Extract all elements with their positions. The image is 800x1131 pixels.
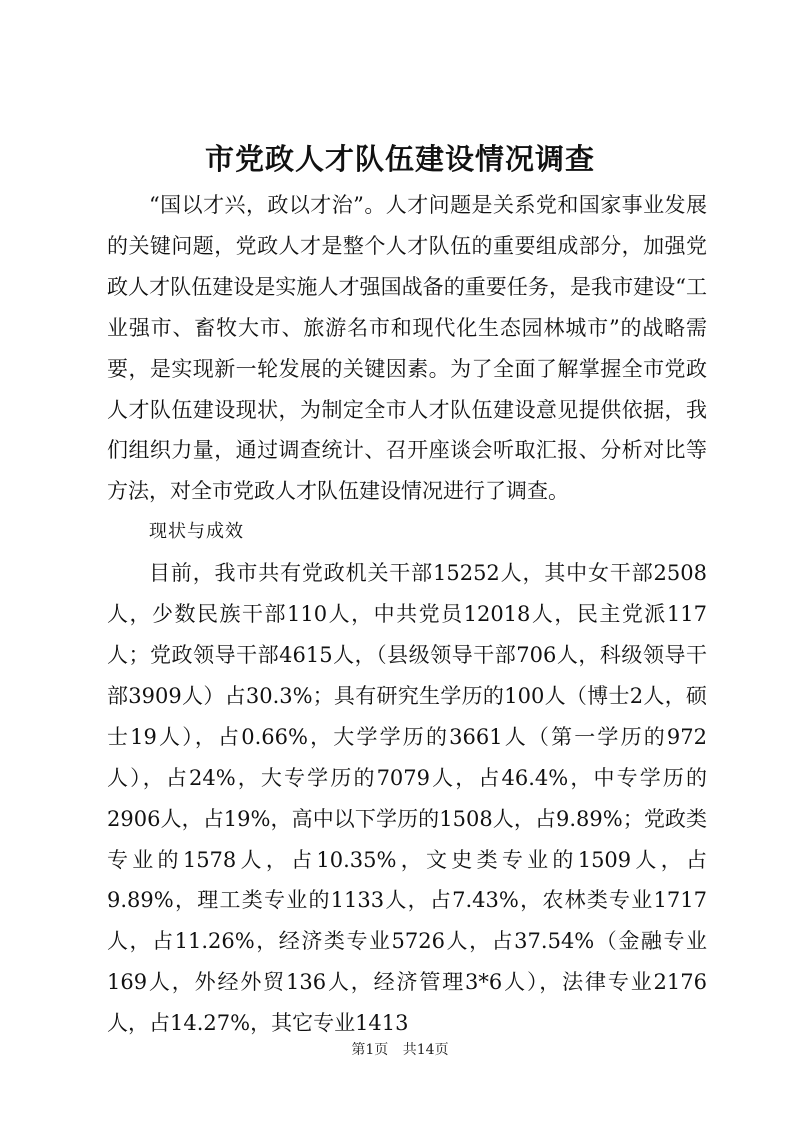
page-total: 共14页 [402,1042,449,1058]
document-body [107,185,707,1044]
page-footer [0,1040,800,1060]
page-number: 第1页 [351,1042,389,1058]
intro-paragraph: “国以才兴，政以才治”。人才问题是关系党和国家事业发展的关键问题，党政人才是整个人才队伍的重要组成部分，加强党政人才队伍建设是实施人才强国战备的重要任务，是我市建设“工业强市、畜牧大市、旅游名市和现代化生态园林城市”的战略需要，是实现新一轮发展的关键因素。为了全面了解掌握全市党政人才队伍建设现状，为制定全市人才队伍建设意见提供依据，我们组织力量，通过调查统计、召开座谈会听取汇报、分析对比等方法，对全市党政人才队伍建设情况进行了调查。 [107,193,707,504]
section-heading: 现状与成效 [149,521,244,543]
document-title: 市党政人才队伍建设情况调查 [204,142,595,176]
section-paragraph: 目前，我市共有党政机关干部15252人，其中女干部2508人，少数民族干部110人，中共党员12018人，民主党派117人；党政领导干部4615人，（县级领导干部706人，科级领导干部3909人）占30.3%；具有研究生学历的100人（博士2人，硕士19人），占0.66%，大学学历的3661人（第一学历的972人），占24%，大专学历的7079人，占46.4%，中专学历的2906人，占19%，高中以下学历的1508人，占9.89%；党政类专业的1578人，占10.35%，文史类专业的1509人，占9.89%，理工类专业的1133人，占7.43%，农林类专业1717人，占11.26%，经济类专业5726人，占37.54%（金融专业169人，外经外贸136人，经济管理3*6人），法律专业2176人，占14.27%，其它专业1413 [107,561,707,1036]
